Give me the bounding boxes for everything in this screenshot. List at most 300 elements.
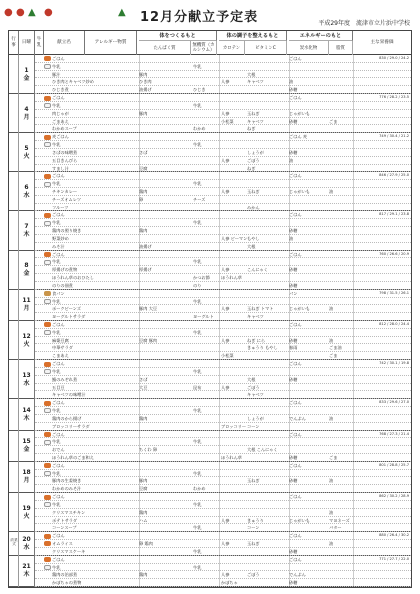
dish-name: クリスマスチキン (52, 509, 86, 515)
carotene-food: 人参 (221, 337, 230, 343)
menu-row (35, 313, 411, 321)
nutrition-value: 768 / 27.3 / 21.4 (379, 431, 409, 436)
protein-food (139, 360, 191, 368)
dish-name: ポークビーンズ (52, 306, 81, 312)
day-weekday: 木 (23, 571, 30, 579)
nutrition-value: 771 / 27.7 / 22.0 (379, 556, 409, 561)
carbohydrate-food: 砂糖 (289, 87, 298, 93)
carotene-food (221, 470, 245, 478)
day-weekday: 金 (23, 74, 30, 82)
carotene-food (221, 133, 245, 141)
menu-row (35, 110, 411, 118)
protein-food (139, 470, 191, 478)
mineral-food: 牛乳 (193, 408, 202, 414)
mineral-food (193, 344, 217, 352)
vitamin-c-food (247, 290, 287, 298)
carbohydrate-food: ごはん (289, 462, 302, 468)
protein-food: 厚揚げ (139, 267, 152, 273)
protein-food: ハム (139, 517, 148, 523)
vitamin-c-food (247, 360, 287, 368)
protein-food (139, 548, 191, 556)
protein-food (139, 102, 191, 110)
school-name: 平成29年度 流津市立片浜中学校 (318, 20, 410, 27)
protein-food (139, 298, 191, 306)
vitamin-c-food (247, 564, 287, 572)
carotene-food: 人参 (221, 541, 230, 547)
vitamin-c-food (247, 172, 287, 180)
tree-icon: ▲ (118, 7, 126, 18)
carbohydrate-food (289, 391, 327, 399)
carbohydrate-food (289, 63, 327, 71)
carotene-food (221, 71, 245, 79)
carbohydrate-food: 砂糖 (289, 267, 298, 273)
nutrition-value: 742 / 30.1 / 19.8 (379, 361, 409, 366)
mineral-food (193, 415, 217, 423)
mineral-food: 牛乳 (193, 102, 202, 108)
menu-row (35, 227, 411, 235)
carbohydrate-food (289, 102, 327, 110)
day-date: 5 (24, 144, 29, 152)
dish-name: 牛乳 (52, 142, 61, 148)
fat-food (329, 219, 353, 227)
carotene-food (221, 485, 245, 493)
fat-food (329, 157, 353, 165)
vitamin-c-food: ごぼう (247, 157, 260, 163)
nutrition-value: 833 / 29.6 / 27.0 (379, 400, 409, 405)
day-block (9, 431, 411, 462)
fat-food: 油 (329, 541, 334, 547)
fat-food (329, 360, 353, 368)
menu-row (35, 290, 411, 298)
dish-name: おでん (52, 447, 65, 453)
event-cell (9, 360, 19, 399)
fat-food (329, 172, 353, 180)
carotene-food: 人参 (221, 188, 230, 194)
event-cell (9, 172, 19, 211)
mineral-food (193, 266, 217, 274)
menu-row (35, 251, 411, 259)
dish-name: 牛乳 (52, 501, 61, 507)
fat-food (329, 485, 353, 493)
mineral-food (193, 462, 217, 470)
menu-row (35, 352, 411, 360)
event-cell (9, 493, 19, 532)
menu-row (35, 571, 411, 579)
carbohydrate-food (289, 368, 327, 376)
mineral-food (193, 517, 217, 525)
protein-food: 豆腐 豚肉 (139, 337, 158, 343)
mineral-food (193, 509, 217, 517)
carotene-food (221, 321, 245, 329)
fat-food: ごま (329, 353, 338, 359)
dish-name: オムライス (52, 541, 73, 547)
protein-food: 豚肉 (139, 110, 148, 116)
vitamin-c-food (247, 470, 287, 478)
mineral-food (193, 423, 217, 431)
carbohydrate-food (289, 384, 327, 392)
mineral-food (193, 571, 217, 579)
header-protein: たんぱく質 (139, 41, 191, 55)
carbohydrate-food (289, 407, 327, 415)
vitamin-c-food (247, 493, 287, 501)
protein-food (139, 55, 191, 63)
dish-name: 鯖のみぞれ煮 (52, 376, 78, 382)
day-block (9, 532, 411, 555)
menu-row (35, 141, 411, 149)
fat-food (329, 462, 353, 470)
carbohydrate-food: 油 (289, 157, 294, 163)
protein-food (139, 321, 191, 329)
fat-food (329, 243, 353, 251)
menu-row (35, 219, 411, 227)
header-vitamin-c: ビタミンC (245, 41, 287, 55)
dish-name: 牛乳 (52, 220, 61, 226)
fat-food (329, 571, 353, 579)
menu-row (35, 211, 411, 219)
protein-food (139, 423, 191, 431)
carotene-food (221, 290, 245, 298)
fat-food (329, 274, 353, 282)
carotene-food (221, 344, 245, 352)
nutrition-value: 846 / 27.9 / 25.0 (379, 173, 409, 178)
header-fat: 脂質 (329, 41, 353, 55)
mineral-food (193, 235, 217, 243)
protein-food (139, 235, 191, 243)
carbohydrate-food: ごはん (289, 251, 302, 257)
carotene-food (221, 329, 245, 337)
fat-food (329, 227, 353, 235)
carotene-food (221, 477, 245, 485)
carbohydrate-food (289, 274, 327, 282)
carotene-food: ほうれん草 (221, 275, 242, 281)
event-cell (9, 251, 19, 290)
dish-name: わかめスープ (52, 126, 77, 132)
mineral-food (193, 532, 217, 540)
fat-food: ごま (329, 118, 338, 124)
fat-food (329, 235, 353, 243)
carotene-food (221, 125, 245, 133)
menu-row (35, 524, 411, 532)
carbohydrate-food: じゃがいも (289, 188, 310, 194)
carbohydrate-food (289, 352, 327, 360)
carotene-food (221, 556, 245, 564)
mineral-food (193, 431, 217, 439)
carbohydrate-food: 砂糖 (289, 454, 298, 460)
vitamin-c-food: キャベツ (247, 79, 264, 85)
mineral-food (193, 94, 217, 102)
menu-row (35, 337, 411, 345)
carbohydrate-food (289, 165, 327, 173)
menu-row (35, 78, 411, 86)
mineral-food: 牛乳 (193, 470, 202, 476)
dish-name: 牛乳 (52, 102, 61, 108)
carbohydrate-food: 砂糖 (289, 478, 298, 484)
day-block (9, 211, 411, 250)
protein-food (139, 219, 191, 227)
dish-name: 鶏肉の照り焼き (52, 228, 82, 234)
dish-name: 牛乳 (52, 408, 61, 414)
carbohydrate-food: ごはん (289, 533, 302, 539)
vitamin-c-food: きゅうり もやし (247, 345, 278, 351)
fat-food (329, 63, 353, 71)
carotene-food (221, 211, 245, 219)
carotene-food: 小松菜 (221, 353, 234, 359)
menu-row (35, 102, 411, 110)
protein-food (139, 501, 191, 509)
carotene-food (221, 243, 245, 251)
menu-row (35, 564, 411, 572)
mineral-food: ひじき (193, 87, 206, 93)
vitamin-c-food (247, 63, 287, 71)
carotene-food (221, 94, 245, 102)
menu-row (35, 470, 411, 478)
carbohydrate-food (289, 470, 327, 478)
protein-food (139, 290, 191, 298)
carbohydrate-food: ごはん (289, 400, 302, 406)
vitamin-c-food (247, 196, 287, 204)
dish-name: ごまあえ (52, 118, 69, 124)
carbohydrate-food (289, 485, 327, 493)
dish-name: ごはん (52, 251, 65, 257)
mineral-food: 牛乳 (193, 548, 202, 554)
day-block (9, 556, 411, 587)
carbohydrate-food (289, 243, 327, 251)
vitamin-c-food (247, 579, 287, 587)
carbohydrate-food (289, 204, 327, 212)
fat-food (329, 165, 353, 173)
day-block (9, 251, 411, 290)
vitamin-c-food (247, 141, 287, 149)
vitamin-c-food (247, 227, 287, 235)
protein-food (139, 329, 191, 337)
fat-food (329, 282, 353, 290)
mineral-food (193, 477, 217, 485)
vitamin-c-food: 玉ねぎ (247, 541, 260, 547)
protein-food (139, 344, 191, 352)
mineral-food (193, 110, 217, 118)
day-date: 7 (24, 223, 29, 231)
protein-food: さば (139, 376, 148, 382)
day-block (9, 360, 411, 399)
vitamin-c-food (247, 407, 287, 415)
fat-food: 油 (329, 337, 334, 343)
menu-row (35, 462, 411, 470)
menu-row (35, 384, 411, 392)
fat-food (329, 298, 353, 306)
carotene-food (221, 524, 245, 532)
nutrition-value: 862 / 30.2 / 28.9 (379, 494, 409, 499)
day-weekday: 水 (23, 379, 30, 387)
dish-name: ごはん (52, 322, 65, 327)
carbohydrate-food (289, 180, 327, 188)
menu-row (35, 423, 411, 431)
vitamin-c-food: ねぎ (247, 165, 256, 171)
fat-food (329, 493, 353, 501)
header-group-yellow: エネルギーのもと (289, 31, 353, 41)
carotene-food (221, 564, 245, 572)
dish-name: ひじき煮 (52, 87, 69, 93)
fat-food (329, 501, 353, 509)
menu-row (35, 266, 411, 274)
carbohydrate-food: 砂糖 (289, 228, 298, 234)
menu-row (35, 431, 411, 439)
fat-food (329, 266, 353, 274)
fat-food (329, 55, 353, 63)
carbohydrate-food (289, 540, 327, 548)
carbohydrate-food (289, 141, 327, 149)
mineral-food (193, 243, 217, 251)
nutrition-value: 880 / 26.4 / 30.2 (379, 533, 409, 538)
menu-row (35, 274, 411, 282)
header-allergy: アレルギー物質 (85, 31, 137, 55)
day-label (19, 556, 35, 587)
menu-row (35, 133, 411, 141)
vitamin-c-food (247, 321, 287, 329)
day-block (9, 133, 411, 172)
protein-food (139, 94, 191, 102)
protein-food (139, 282, 191, 290)
day-date: 13 (22, 371, 31, 379)
menu-row (35, 165, 411, 173)
fat-food (329, 110, 353, 118)
event-cell (9, 133, 19, 172)
carotene-food (221, 376, 245, 384)
carotene-food: 小松菜 (221, 118, 234, 124)
carotene-food (221, 548, 245, 556)
day-weekday: 金 (23, 270, 30, 278)
protein-food (139, 63, 191, 71)
carbohydrate-food (289, 509, 327, 517)
fat-food (329, 204, 353, 212)
day-label (19, 290, 35, 321)
menu-row (35, 305, 411, 313)
nutrition-value: 749 / 30.4 / 21.2 (379, 134, 409, 139)
dish-name: 厚揚げの煮物 (52, 267, 78, 273)
protein-food (139, 211, 191, 219)
carotene-food (221, 102, 245, 110)
day-weekday: 火 (23, 340, 30, 348)
carbohydrate-food (289, 423, 327, 431)
mineral-food (193, 165, 217, 173)
carotene-food: 人参 (221, 517, 230, 523)
vitamin-c-food (247, 274, 287, 282)
dish-name: ポテトサラダ (52, 517, 78, 523)
vitamin-c-food: 大根 (247, 243, 256, 249)
carbohydrate-food: 砂糖 (289, 337, 298, 343)
fat-food (329, 407, 353, 415)
nutrition-value: 801 / 28.8 / 25.7 (379, 462, 409, 467)
carbohydrate-food (289, 258, 327, 266)
menu-row (35, 258, 411, 266)
carbohydrate-food: 砂糖 (289, 548, 298, 554)
dish-name: わかめのみそ汁 (52, 486, 82, 492)
day-weekday: 月 (23, 305, 30, 313)
dish-name: 鶏肉の治部煮 (52, 572, 78, 578)
menu-row (35, 344, 411, 352)
day-block (9, 399, 411, 430)
vitamin-c-food: 玉ねぎ (247, 188, 260, 194)
mineral-food (193, 321, 217, 329)
carbohydrate-food: ごはん (289, 361, 302, 367)
vitamin-c-food (247, 282, 287, 290)
dish-name: ヨーグルトサラダ (52, 314, 86, 320)
carotene-food: 人参 ピーマン (221, 235, 248, 241)
carotene-food (221, 196, 245, 204)
carbohydrate-food: 油 (289, 235, 294, 241)
mineral-food: のり (193, 282, 202, 288)
mineral-food: 牛乳 (193, 259, 202, 265)
vitamin-c-food: 玉ねぎ (247, 478, 260, 484)
menu-row (35, 517, 411, 525)
vitamin-c-food (247, 454, 287, 462)
event-cell (9, 462, 19, 493)
event-note: 終業式 (10, 537, 18, 546)
protein-food (139, 313, 191, 321)
mineral-food: 牛乳 (193, 63, 202, 69)
carbohydrate-food: ごはん (289, 556, 302, 562)
carotene-food (221, 532, 245, 540)
fat-food: マヨネーズ (329, 517, 350, 523)
menu-row (35, 485, 411, 493)
dish-name: 食パン (52, 290, 65, 296)
vitamin-c-food (247, 556, 287, 564)
dish-name: ごはん (52, 533, 65, 539)
dish-name: 牛乳 (52, 329, 61, 335)
nutrition-value: 760 / 26.6 / 20.9 (379, 251, 409, 256)
dish-name: ごはん (52, 431, 65, 437)
carotene-food (221, 446, 245, 454)
menu-row (35, 118, 411, 126)
dish-name: ブロッコリーサラダ (52, 423, 90, 429)
carbohydrate-food: ごはん (289, 95, 302, 101)
vitamin-c-food: キャベツ (247, 118, 264, 124)
mineral-food (193, 540, 217, 548)
day-block (9, 462, 411, 493)
vitamin-c-food: もやし (247, 235, 260, 241)
menu-row (35, 446, 411, 454)
mineral-food (193, 188, 217, 196)
protein-food (139, 172, 191, 180)
menu-row (35, 493, 411, 501)
mineral-food (193, 352, 217, 360)
carbohydrate-food: じゃがいも (289, 110, 310, 116)
mineral-food (193, 360, 217, 368)
dish-name: すまし汁 (52, 165, 69, 171)
mineral-food (193, 251, 217, 259)
fat-food (329, 86, 353, 94)
carbohydrate-food: 砂糖 (289, 376, 298, 382)
menu-row (35, 243, 411, 251)
event-cell (9, 321, 19, 360)
dish-name: 五目きんぴら (52, 157, 78, 163)
mineral-food (193, 172, 217, 180)
mineral-food (193, 493, 217, 501)
event-cell (9, 290, 19, 321)
fat-food (329, 211, 353, 219)
mineral-food: 牛乳 (193, 329, 202, 335)
day-date: 20 (22, 535, 31, 543)
menu-row (35, 235, 411, 243)
dish-name: 肉じゃが (52, 110, 69, 116)
mineral-food (193, 376, 217, 384)
day-label (19, 251, 35, 290)
carotene-food (221, 368, 245, 376)
day-date: 11 (22, 297, 31, 305)
dish-name: 牛乳 (52, 470, 61, 476)
vitamin-c-food: しょうが (247, 149, 264, 155)
fat-food (329, 321, 353, 329)
vitamin-c-food (247, 548, 287, 556)
